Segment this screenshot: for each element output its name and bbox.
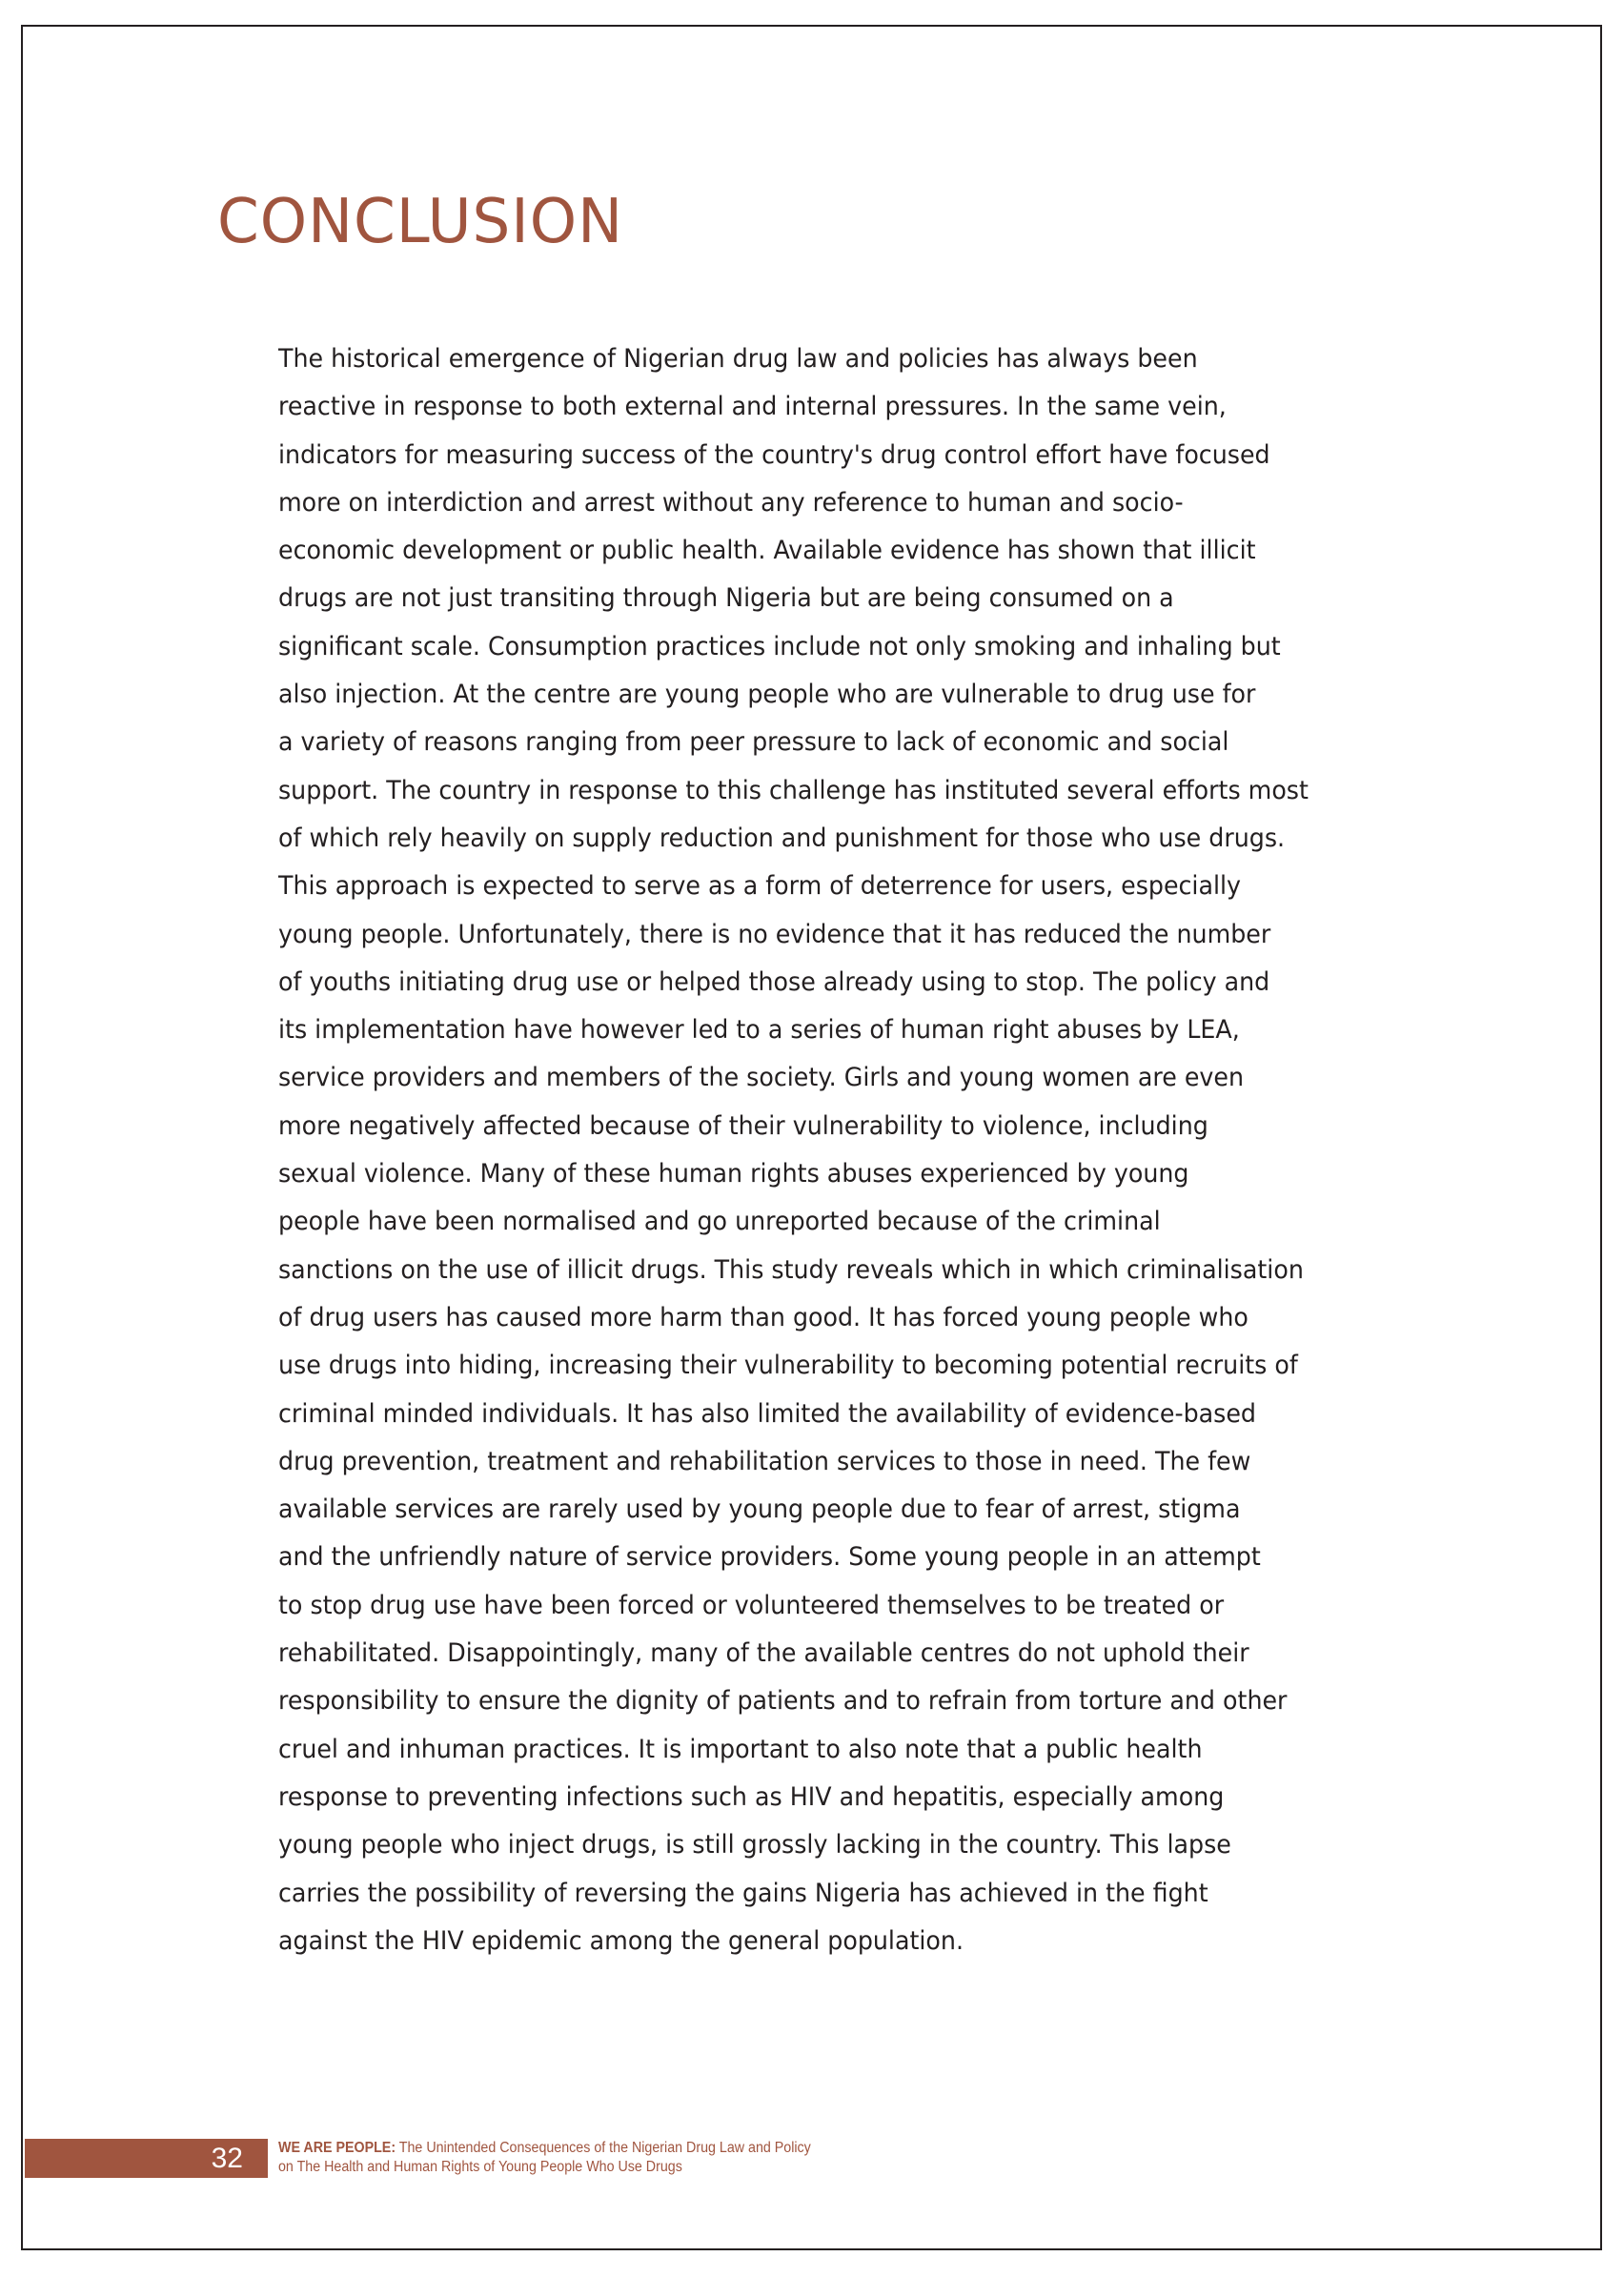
body-line: drug prevention, treatment and rehabilitation services to those in need. The few [278, 1446, 1251, 1476]
footer-title-line [278, 2139, 811, 2158]
body-line: cruel and inhuman practices. It is important to also note that a public health [278, 1734, 1203, 1764]
footer-running-title [278, 2139, 811, 2177]
body-line: drugs are not just transiting through Nigeria but are being consumed on a [278, 583, 1174, 614]
body-line: service providers and members of the society. Girls and young women are even [278, 1063, 1244, 1093]
body-line: of drug users has caused more harm than good. It has forced young people who [278, 1302, 1248, 1332]
body-line: This approach is expected to serve as a form of deterrence for users, especially [278, 871, 1242, 902]
body-line: indicators for measuring success of the country's drug control effort have focused [278, 439, 1270, 470]
body-line: support. The country in response to this challenge has instituted several efforts most [278, 775, 1309, 805]
body-line: use drugs into hiding, increasing their vulnerability to becoming potential recruits of [278, 1351, 1298, 1381]
body-line: against the HIV epidemic among the general population. [278, 1925, 964, 1956]
body-line: young people. Unfortunately, there is no evidence that it has reduced the number [278, 919, 1271, 949]
footer-page-bar [25, 2139, 268, 2178]
body-line: and the unfriendly nature of service providers. Some young people in an attempt [278, 1542, 1261, 1573]
footer-title-rest: The Unintended Consequences of the Nigerian Drug Law and Policy [396, 2140, 811, 2156]
body-line: economic development or public health. Available evidence has shown that illicit [278, 536, 1256, 566]
body-line: a variety of reasons ranging from peer pressure to lack of economic and social [278, 727, 1229, 758]
body-line: of youths initiating drug use or helped those already using to stop. The policy and [278, 966, 1270, 997]
body-line: its implementation have however led to a series of human right abuses by LEA, [278, 1015, 1240, 1046]
body-line: available services are rarely used by young people due to fear of arrest, stigma [278, 1494, 1241, 1525]
footer-title-bold: WE ARE PEOPLE: [278, 2140, 396, 2156]
body-line: criminal minded individuals. It has also limited the availability of evidence-based [278, 1398, 1256, 1429]
body-line: of which rely heavily on supply reduction and punishment for those who use drugs. [278, 823, 1286, 853]
body-line: to stop drug use have been forced or volunteered themselves to be treated or [278, 1590, 1225, 1620]
body-line: responsibility to ensure the dignity of patients and to refrain from torture and other [278, 1686, 1288, 1717]
conclusion-paragraph [278, 335, 1365, 1965]
footer-subtitle: on The Health and Human Rights of Young People Who Use Drugs [278, 2159, 682, 2175]
body-line: The historical emergence of Nigerian drug law and policies has always been [278, 344, 1198, 374]
body-line: sanctions on the use of illicit drugs. This study reveals which in which criminalisation [278, 1254, 1304, 1285]
body-line: rehabilitated. Disappointingly, many of the available centres do not uphold their [278, 1638, 1249, 1669]
body-line: sexual violence. Many of these human rights abuses experienced by young [278, 1159, 1189, 1189]
body-line: reactive in response to both external and internal pressures. In the same vein, [278, 392, 1227, 422]
body-line: people have been normalised and go unreported because of the criminal [278, 1207, 1161, 1237]
body-line: more on interdiction and arrest without any reference to human and socio- [278, 487, 1184, 518]
body-line: significant scale. Consumption practices include not only smoking and inhaling but [278, 631, 1281, 661]
body-line: more negatively affected because of their vulnerability to violence, including [278, 1110, 1208, 1141]
page-number: 32 [211, 2143, 243, 2174]
body-line: carries the possibility of reversing the gains Nigeria has achieved in the fight [278, 1878, 1208, 1908]
body-line: also injection. At the centre are young people who are vulnerable to drug use for [278, 680, 1256, 710]
page-title: CONCLUSION [217, 187, 623, 257]
body-line: response to preventing infections such as HIV and hepatitis, especially among [278, 1781, 1225, 1812]
body-line: young people who inject drugs, is still grossly lacking in the country. This lapse [278, 1830, 1231, 1860]
